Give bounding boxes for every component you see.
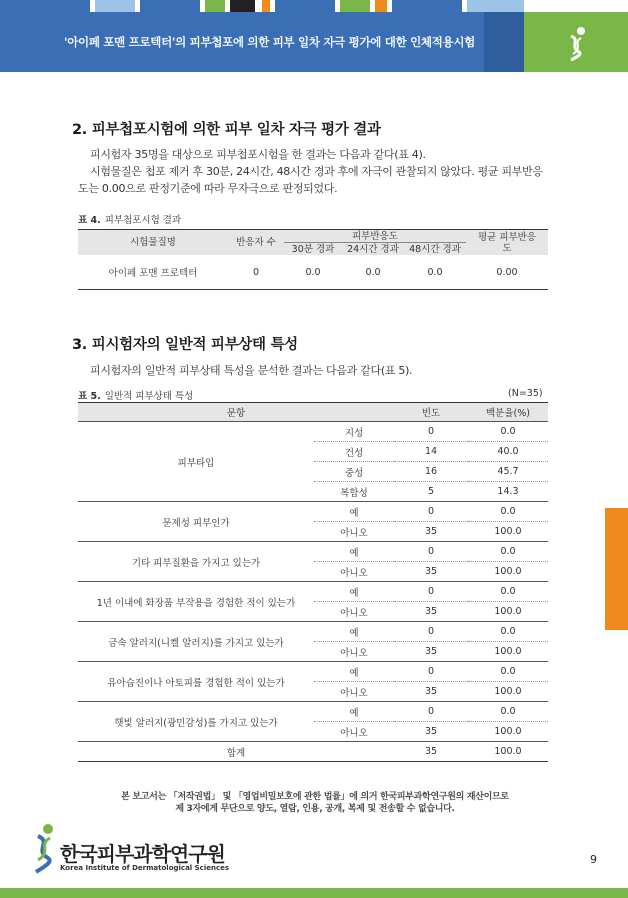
section3-heading: 3. 피시험자의 일반적 피부상태 특성: [72, 337, 298, 353]
table5-caption: [78, 388, 193, 402]
t5-question: 1년 이내에 화장품 부작용을 경험한 적이 있는가: [78, 582, 314, 622]
table-row: [78, 542, 548, 562]
table4-caption: [78, 212, 181, 226]
table-row: [78, 255, 548, 290]
t5-skin-type-label: 피부타입: [78, 422, 314, 502]
t5-percent: 100.0: [468, 602, 548, 622]
t4-r30: 0.0: [305, 266, 321, 278]
table-row: [78, 582, 548, 602]
table-row-total: [78, 742, 548, 762]
t5-answer: 예: [314, 502, 394, 522]
t5-percent: 100.0: [468, 682, 548, 702]
t5-header-item: 문항: [78, 403, 394, 422]
t5-answer: 아니오: [314, 642, 394, 662]
t5-category: 중성: [314, 462, 394, 482]
t5-percent: 0.0: [468, 542, 548, 562]
t5-percent: 0.0: [468, 502, 548, 522]
t5-frequency: 0: [394, 582, 468, 602]
table5-caption-text: 일반적 피부상태 특성: [104, 391, 194, 402]
t4-avg: 0.00: [496, 266, 518, 278]
t5-answer: 예: [314, 622, 394, 642]
t5-percent: 45.7: [468, 462, 548, 482]
section3-para: 피시험자의 일반적 피부상태 특성을 분석한 결과는 다음과 같다(표 5).: [90, 364, 413, 377]
t5-answer: 아니오: [314, 682, 394, 702]
t4-header-count: 반응자 수: [228, 230, 284, 256]
t5-frequency: 0: [394, 662, 468, 682]
t4-r24: 0.0: [365, 266, 381, 278]
t5-question: 기타 피부질환을 가지고 있는가: [78, 542, 314, 582]
table-row: [78, 662, 548, 682]
institute-mark-icon: [565, 26, 589, 62]
copyright-notice: [80, 791, 550, 815]
t5-frequency: 16: [394, 462, 468, 482]
t5-frequency: 0: [394, 702, 468, 722]
t4-header-24h: 24시간 경과: [342, 243, 404, 256]
t4-r48: 0.0: [427, 266, 443, 278]
t5-frequency: 0: [394, 422, 468, 442]
t5-frequency: 35: [394, 562, 468, 582]
table4-caption-text: 피부첩포시험 결과: [104, 215, 182, 226]
t5-total-label: 합계: [78, 742, 394, 762]
page-header: [0, 12, 628, 72]
table5-caption-label: 표 5.: [78, 391, 101, 402]
t5-frequency: 35: [394, 642, 468, 662]
t5-category: 복합성: [314, 482, 394, 502]
t5-answer: 아니오: [314, 562, 394, 582]
footer-green-bar: [0, 888, 628, 898]
chapter-tab: [605, 508, 628, 630]
institute-logo-icon: [30, 822, 58, 874]
t5-percent: 100.0: [468, 522, 548, 542]
org-name: 한국피부과학연구원: [60, 842, 225, 866]
notice-line2: 제 3자에게 무단으로 양도, 열람, 인용, 공개, 복제 및 전송할 수 없습니다.: [175, 804, 455, 814]
t5-percent: 0.0: [468, 422, 548, 442]
t5-answer: 아니오: [314, 602, 394, 622]
t5-frequency: 0: [394, 622, 468, 642]
t5-percent: 0.0: [468, 702, 548, 722]
t4-count: 0: [252, 266, 260, 278]
t5-percent: 14.3: [468, 482, 548, 502]
t5-category: 건성: [314, 442, 394, 462]
t5-header-pct: 백분율(%): [468, 403, 548, 422]
t5-frequency: 35: [394, 682, 468, 702]
table5-n-note: (N=35): [508, 388, 543, 399]
t5-percent: 40.0: [468, 442, 548, 462]
t5-frequency: 14: [394, 442, 468, 462]
section2-para2: 시험물질은 첩포 제거 후 30분, 24시간, 48시간 경과 후에 자극이 관찰되지 않았다. 평균 피부반응도는 0.00으로 판정기준에 따라 무자극으로 판정되었다.: [78, 165, 543, 195]
table-row: [78, 422, 548, 442]
t5-answer: 예: [314, 582, 394, 602]
t5-question: 햇빛 알러지(광민감성)를 가지고 있는가: [78, 702, 314, 742]
table-row: [78, 702, 548, 722]
t5-question: 금속 알러지(니켈 알러지)를 가지고 있는가: [78, 622, 314, 662]
t5-header-freq: 빈도: [394, 403, 468, 422]
section2-heading: 2. 피부첩포시험에 의한 피부 일차 자극 평가 결과: [72, 122, 381, 138]
t5-total-percent: 100.0: [468, 742, 548, 762]
t4-header-30m: 30분 경과: [284, 243, 342, 256]
t5-percent: 0.0: [468, 662, 548, 682]
t5-frequency: 0: [394, 542, 468, 562]
t4-header-material: 시험물질명: [78, 230, 228, 256]
t5-answer: 아니오: [314, 722, 394, 742]
t5-question: 유아습진이나 아토피를 경험한 적이 있는가: [78, 662, 314, 702]
header-title: '아이페 포맨 프로텍터'의 피부첩포에 의한 피부 일차 자극 평가에 대한 인체적용시험: [64, 35, 475, 49]
t5-question: 문제성 피부인가: [78, 502, 314, 542]
page-number: 9: [590, 853, 597, 866]
t5-category: 지성: [314, 422, 394, 442]
header-color-strip: [0, 0, 628, 12]
t5-percent: 0.0: [468, 622, 548, 642]
t5-answer: 아니오: [314, 522, 394, 542]
table4: [78, 229, 548, 290]
t5-answer: 예: [314, 702, 394, 722]
t5-percent: 100.0: [468, 722, 548, 742]
t4-material: 아이페 포맨 프로텍터: [108, 268, 198, 279]
t5-frequency: 35: [394, 722, 468, 742]
t5-frequency: 0: [394, 502, 468, 522]
t5-frequency: 5: [394, 482, 468, 502]
t4-header-avg: 평균 피부반응도: [466, 230, 548, 256]
t4-header-48h: 48시간 경과: [404, 243, 466, 256]
t5-total-frequency: 35: [394, 742, 468, 762]
notice-line1: 본 보고서는 「저작권법」 및 「영업비밀보호에 관한 법률」에 의거 한국피부과학연구원의 재산이므로: [121, 792, 509, 802]
t5-answer: 예: [314, 662, 394, 682]
t5-frequency: 35: [394, 602, 468, 622]
org-english-name: Korea Institute of Dermatological Sciences: [60, 864, 230, 872]
table-row: [78, 622, 548, 642]
t5-frequency: 35: [394, 522, 468, 542]
t5-percent: 100.0: [468, 642, 548, 662]
t5-percent: 0.0: [468, 582, 548, 602]
t4-header-reaction: 피부반응도: [284, 230, 466, 243]
t5-answer: 예: [314, 542, 394, 562]
t5-percent: 100.0: [468, 562, 548, 582]
table4-caption-label: 표 4.: [78, 215, 101, 226]
table5: [78, 402, 548, 762]
section2-para1: 피시험자 35명을 대상으로 피부첩포시험을 한 결과는 다음과 같다(표 4).: [90, 148, 426, 161]
table-row: [78, 502, 548, 522]
